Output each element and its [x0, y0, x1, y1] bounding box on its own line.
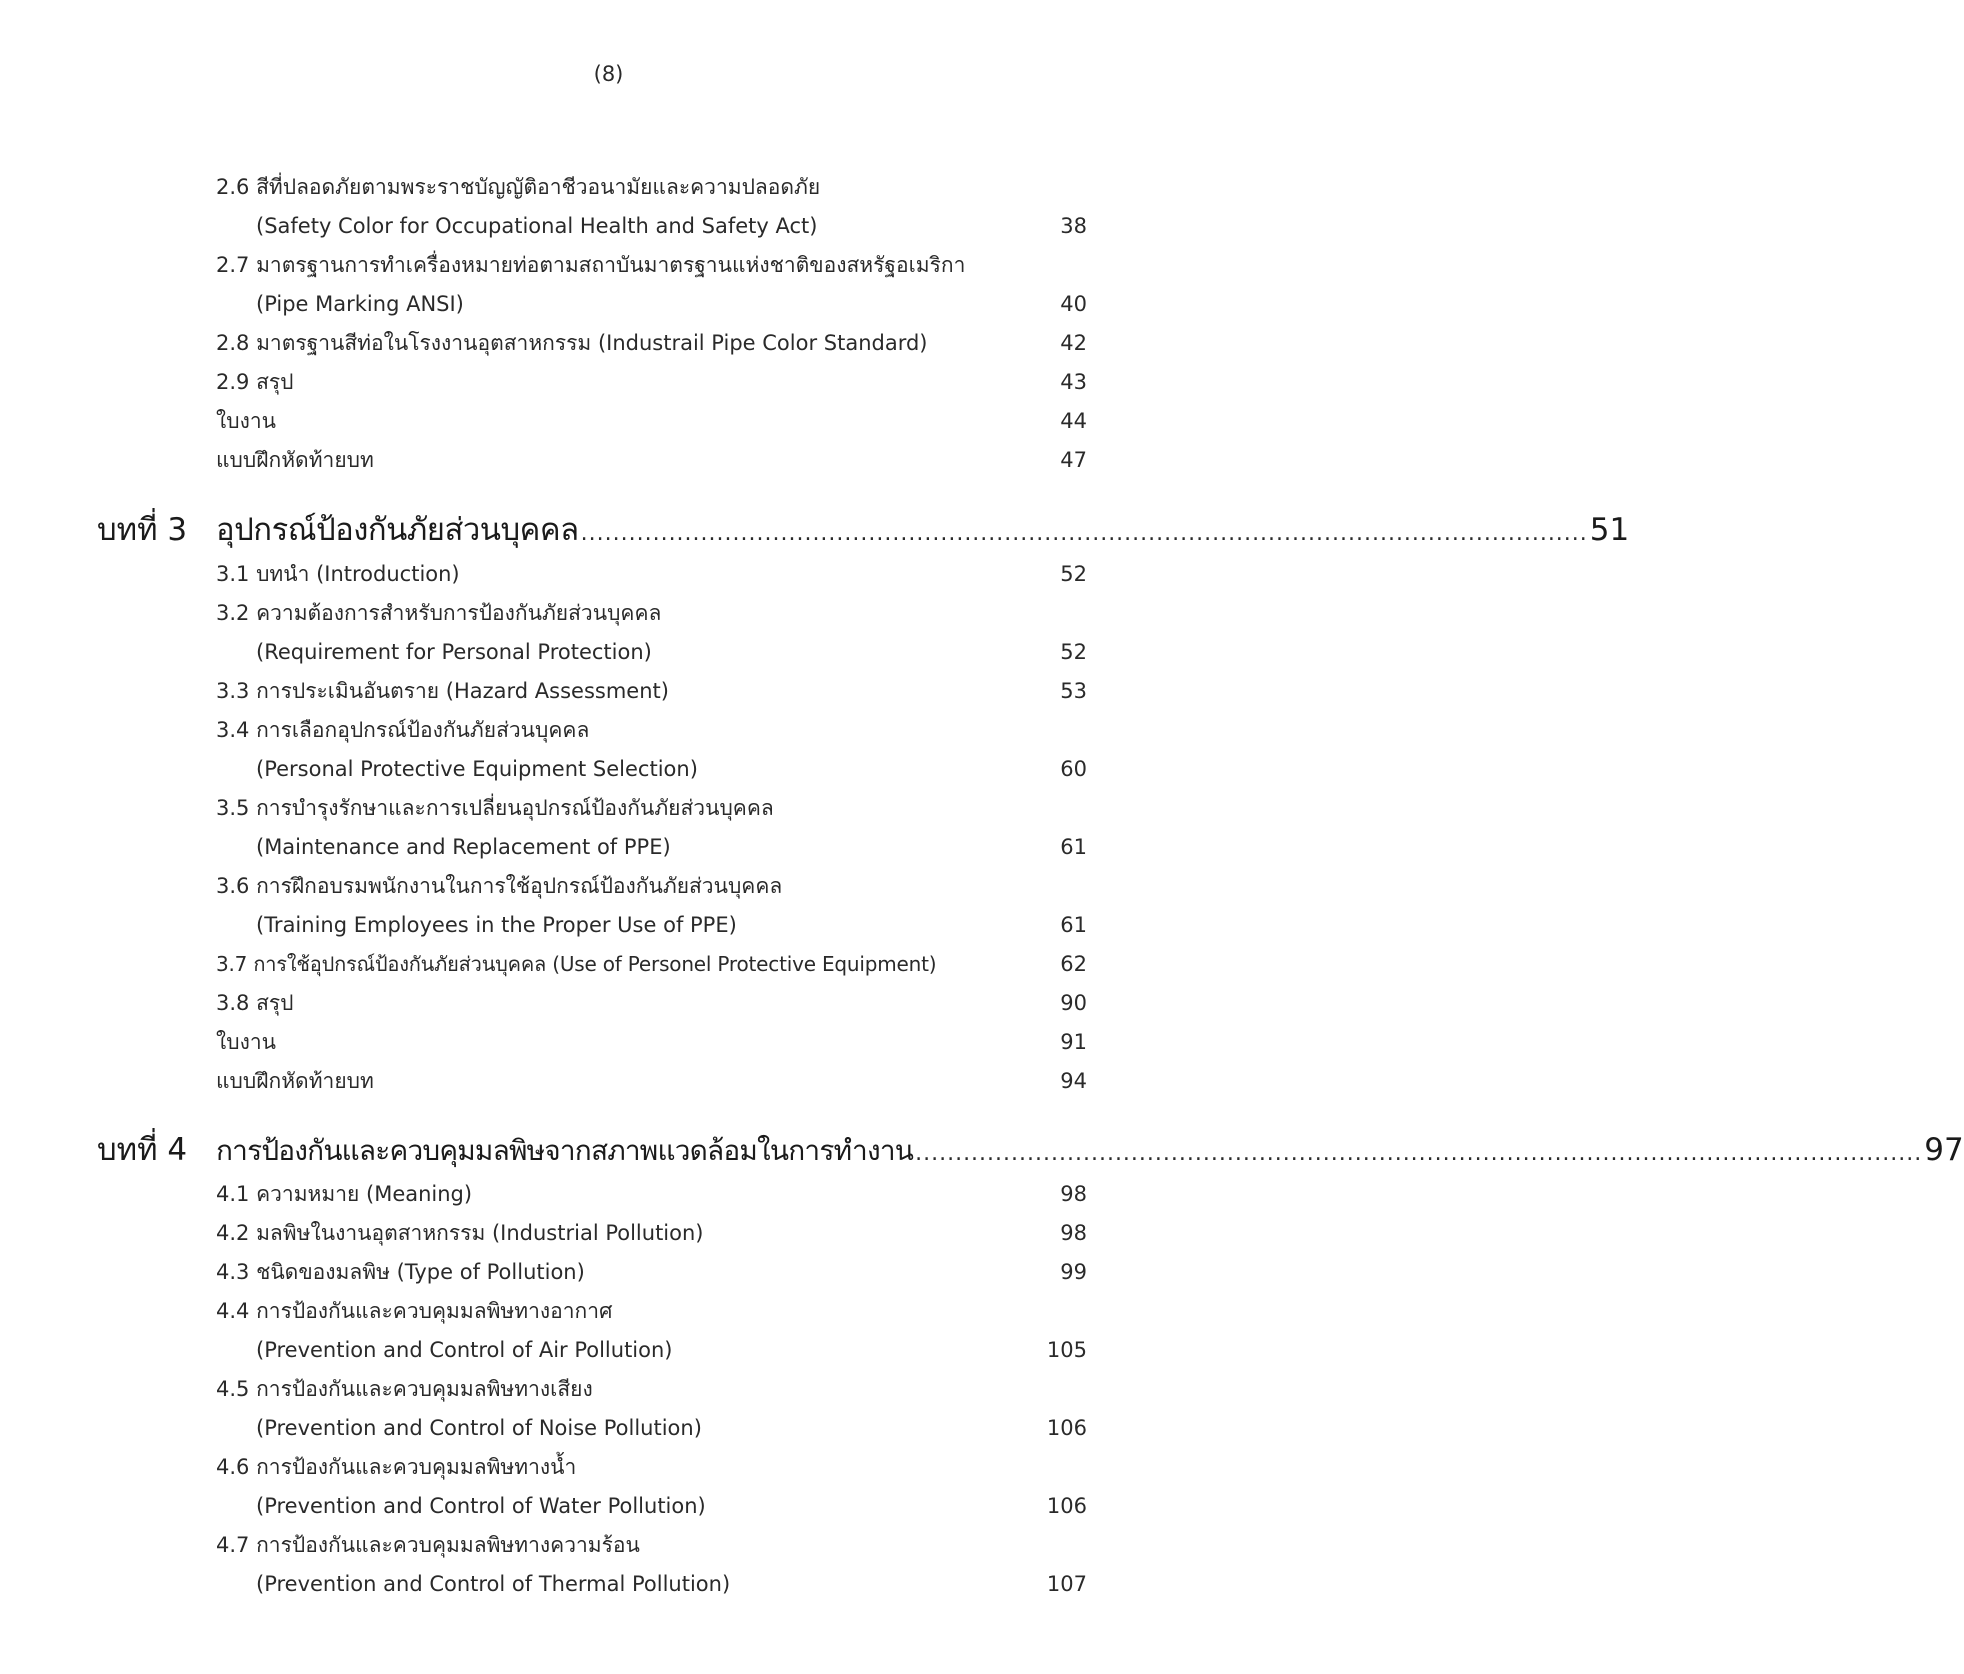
- page-number: (8): [593, 62, 624, 86]
- toc-entry-exercises: [0, 443, 1217, 477]
- chapter-title: การป้องกันและควบคุมมลพิษจากสภาพแวดล้อมในการทำงาน: [216, 1134, 914, 1167]
- toc-entry-text: 3.5 การบำรุงรักษาและการเปลี่ยนอุปกรณ์ป้องกันภัยส่วนบุคคล: [216, 796, 774, 820]
- toc-entry-page: 61: [1060, 835, 1087, 859]
- chapter-title: อุปกรณ์ป้องกันภัยส่วนบุคคล: [216, 512, 579, 548]
- toc-entry-4-6-en: [0, 1489, 1217, 1523]
- toc-entry-4-5: [0, 1372, 1217, 1406]
- chapter-label: บทที่ 3: [97, 512, 188, 548]
- toc-entry-worksheet: [0, 404, 1217, 438]
- toc-entry-4-4-en: [0, 1333, 1217, 1367]
- toc-entry-2-6-en: [0, 209, 1217, 243]
- toc-entry-text: 4.1 ความหมาย (Meaning): [216, 1182, 473, 1206]
- toc-entry-text: 2.8 มาตรฐานสีท่อในโรงงานอุตสาหกรรม (Industrail Pipe Color Standard): [216, 331, 928, 355]
- toc-entry-3-6: [0, 869, 1217, 903]
- toc-entry-text: 2.9 สรุป: [216, 370, 294, 394]
- chapter-title-line: [216, 1126, 1964, 1178]
- toc-entry-page: 105: [1046, 1338, 1087, 1362]
- toc-entry-text: (Prevention and Control of Water Pollution): [256, 1494, 706, 1518]
- toc-entry-page: 47: [1060, 448, 1087, 472]
- dot-leader: ..............................................................................................................................: [915, 1141, 1923, 1166]
- toc-entry-worksheet: [0, 1025, 1217, 1059]
- toc-entry-page: 43: [1060, 370, 1087, 394]
- toc-entry-page: 52: [1060, 640, 1087, 664]
- toc-entry-text: (Pipe Marking ANSI): [256, 292, 464, 316]
- toc-entry-4-1: [0, 1177, 1217, 1211]
- toc-entry-page: 90: [1060, 991, 1087, 1015]
- toc-entry-text: 4.3 ชนิดของมลพิษ (Type of Pollution): [216, 1260, 585, 1284]
- toc-entry-text: ใบงาน: [216, 409, 276, 433]
- toc-entry-page: 61: [1060, 913, 1087, 937]
- toc-entry-2-7-en: [0, 287, 1217, 321]
- toc-entry-page: 53: [1060, 679, 1087, 703]
- toc-entry-text: 4.7 การป้องกันและควบคุมมลพิษทางความร้อน: [216, 1533, 640, 1557]
- chapter-4-heading: [0, 1126, 1964, 1174]
- toc-entry-4-4: [0, 1294, 1217, 1328]
- toc-entry-text: แบบฝึกหัดท้ายบท: [216, 1069, 374, 1093]
- toc-entry-4-7-en: [0, 1567, 1217, 1601]
- toc-entry-page: 98: [1060, 1182, 1087, 1206]
- chapter-label: บทที่ 4: [97, 1132, 188, 1168]
- toc-entry-text: (Requirement for Personal Protection): [256, 640, 652, 664]
- toc-entry-page: 107: [1046, 1572, 1087, 1596]
- toc-entry-3-8: [0, 986, 1217, 1020]
- toc-entry-text: ใบงาน: [216, 1030, 276, 1054]
- toc-entry-page: 99: [1060, 1260, 1087, 1284]
- toc-entry-page: 106: [1046, 1494, 1087, 1518]
- toc-entry-text: 3.1 บทนำ (Introduction): [216, 562, 460, 586]
- toc-entry-text: 3.6 การฝึกอบรมพนักงานในการใช้อุปกรณ์ป้องกันภัยส่วนบุคคล: [216, 874, 783, 898]
- toc-entry-text: (Personal Protective Equipment Selection): [256, 757, 698, 781]
- toc-entry-text: 4.5 การป้องกันและควบคุมมลพิษทางเสียง: [216, 1377, 593, 1401]
- toc-entry-text: 3.2 ความต้องการสำหรับการป้องกันภัยส่วนบุคคล: [216, 601, 662, 625]
- toc-entry-text: (Prevention and Control of Noise Pollution): [256, 1416, 702, 1440]
- toc-entry-text: (Training Employees in the Proper Use of PPE): [256, 913, 737, 937]
- toc-entry-text: 3.4 การเลือกอุปกรณ์ป้องกันภัยส่วนบุคคล: [216, 718, 590, 742]
- toc-entry-3-4: [0, 713, 1217, 747]
- dot-leader: ..............................................................................................................................: [580, 521, 1588, 546]
- toc-entry-text: แบบฝึกหัดท้ายบท: [216, 448, 374, 472]
- toc-entry-3-7: [0, 947, 1217, 981]
- toc-entry-2-7: [0, 248, 1217, 282]
- toc-entry-text: 3.7 การใช้อุปกรณ์ป้องกันภัยส่วนบุคคล (Use of Personel Protective Equipment): [216, 952, 937, 976]
- toc-entry-page: 52: [1060, 562, 1087, 586]
- toc-entry-3-2-en: [0, 635, 1217, 669]
- chapter-page: 51: [1589, 512, 1630, 548]
- toc-entry-2-9: [0, 365, 1217, 399]
- toc-entry-4-7: [0, 1528, 1217, 1562]
- toc-entry-page: 62: [1060, 952, 1087, 976]
- toc-entry-exercises: [0, 1064, 1217, 1098]
- toc-entry-4-2: [0, 1216, 1217, 1250]
- toc-entry-3-2: [0, 596, 1217, 630]
- toc-entry-page: 40: [1060, 292, 1087, 316]
- chapter-3-heading: [0, 506, 1630, 554]
- toc-entry-page: 106: [1046, 1416, 1087, 1440]
- toc-entry-text: (Prevention and Control of Air Pollution): [256, 1338, 673, 1362]
- toc-entry-2-8: [0, 326, 1217, 360]
- toc-entry-text: 4.4 การป้องกันและควบคุมมลพิษทางอากาศ: [216, 1299, 613, 1323]
- toc-entry-3-3: [0, 674, 1217, 708]
- toc-entry-3-4-en: [0, 752, 1217, 786]
- toc-entry-text: 3.3 การประเมินอันตราย (Hazard Assessment): [216, 679, 669, 703]
- toc-entry-text: 4.6 การป้องกันและควบคุมมลพิษทางน้ำ: [216, 1455, 577, 1479]
- toc-entry-page: 91: [1060, 1030, 1087, 1054]
- chapter-title-line: [216, 506, 1630, 558]
- toc-entry-text: 3.8 สรุป: [216, 991, 294, 1015]
- toc-entry-page: 42: [1060, 331, 1087, 355]
- toc-entry-4-6: [0, 1450, 1217, 1484]
- toc-entry-page: 98: [1060, 1221, 1087, 1245]
- toc-entry-4-3: [0, 1255, 1217, 1289]
- toc-entry-text: 2.6 สีที่ปลอดภัยตามพระราชบัญญัติอาชีวอนามัยและความปลอดภัย: [216, 175, 821, 199]
- toc-entry-3-5: [0, 791, 1217, 825]
- toc-entry-page: 60: [1060, 757, 1087, 781]
- chapter-page: 97: [1924, 1132, 1964, 1168]
- toc-entry-page: 38: [1060, 214, 1087, 238]
- toc-entry-3-5-en: [0, 830, 1217, 864]
- toc-entry-text: 2.7 มาตรฐานการทำเครื่องหมายท่อตามสถาบันมาตรฐานแห่งชาติของสหรัฐอเมริกา: [216, 253, 966, 277]
- toc-entry-page: 94: [1060, 1069, 1087, 1093]
- toc-entry-3-1: [0, 557, 1217, 591]
- toc-entry-text: 4.2 มลพิษในงานอุตสาหกรรม (Industrial Pollution): [216, 1221, 704, 1245]
- toc-entry-4-5-en: [0, 1411, 1217, 1445]
- toc-entry-3-6-en: [0, 908, 1217, 942]
- toc-entry-text: (Prevention and Control of Thermal Pollution): [256, 1572, 731, 1596]
- toc-entry-page: 44: [1060, 409, 1087, 433]
- toc-entry-text: (Safety Color for Occupational Health and Safety Act): [256, 214, 818, 238]
- toc-entry-2-6: [0, 170, 1217, 204]
- toc-entry-text: (Maintenance and Replacement of PPE): [256, 835, 671, 859]
